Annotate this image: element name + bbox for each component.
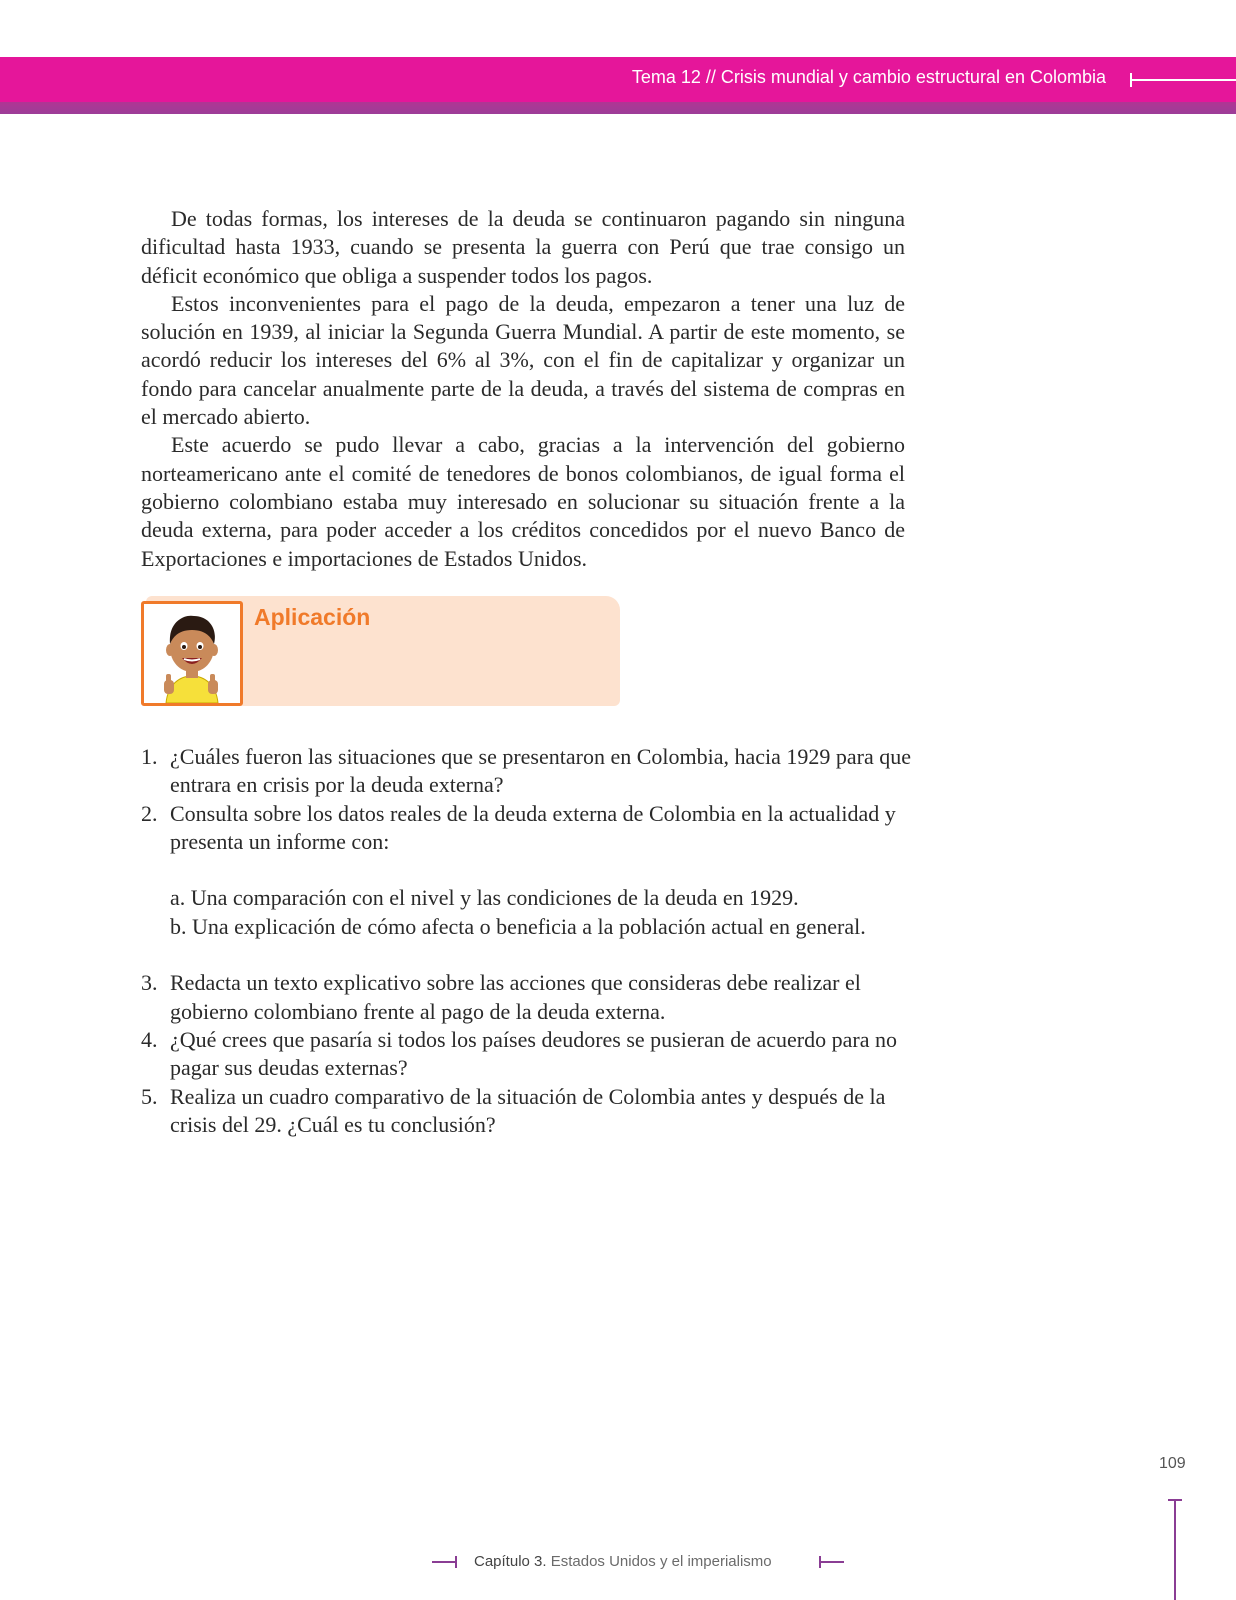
- sub-item: a. Una comparación con el nivel y las condiciones de la deuda en 1929.: [170, 885, 799, 911]
- header-underband: [0, 102, 1236, 114]
- question-text: ¿Qué crees que pasaría si todos los países deudores se pusieran de acuerdo para no pagar sus deudas externas?: [170, 1026, 897, 1081]
- cartoon-boy-icon: [144, 604, 240, 703]
- question-number: 2.: [141, 800, 158, 826]
- footer-rule-left: [432, 1561, 456, 1563]
- footer-chapter-label: Capítulo 3.: [474, 1553, 547, 1570]
- list-item: [141, 800, 921, 857]
- student-illustration: [141, 601, 243, 706]
- paragraph: Estos inconvenientes para el pago de la deuda, empezaron a tener una luz de solución en 1939, al iniciar la Segunda Guerra Mundial. A partir de este momento, se acordó reducir los intereses del 6% al 3%, con el fin de capitalizar y organizar un fondo para cancelar anualmente parte de la deuda, a través del sistema de compras en el mercado abierto.: [141, 290, 905, 430]
- header-rule: [1130, 79, 1236, 81]
- question-text: Consulta sobre los datos reales de la deuda externa de Colombia en la actualidad y presenta un informe con:: [170, 800, 896, 854]
- question-text: Realiza un cuadro comparativo de la situación de Colombia antes y después de la crisis del 29. ¿Cuál es tu conclusión?: [170, 1083, 886, 1137]
- question-number: 4.: [141, 1026, 158, 1052]
- question-number: 1.: [141, 744, 158, 769]
- page-number: 109: [1159, 1455, 1186, 1472]
- question-list: [141, 743, 921, 1139]
- footer-chapter-title: Estados Unidos y el imperialismo: [550, 1553, 772, 1570]
- list-item: [141, 743, 921, 800]
- spacer: [141, 856, 921, 884]
- question-number: 5.: [141, 1083, 158, 1109]
- body-text: [141, 205, 905, 573]
- footer-chapter: [474, 1553, 772, 1570]
- list-item: [141, 1026, 921, 1083]
- application-title: Aplicación: [254, 604, 371, 630]
- sub-item: b. Una explicación de cómo afecta o beneficia a la población actual en general.: [170, 913, 866, 939]
- side-rule: [1174, 1499, 1176, 1600]
- footer-tick-left: [455, 1556, 457, 1568]
- question-text: Redacta un texto explicativo sobre las acciones que consideras debe realizar el gobierno colombiano frente al pago de la deuda externa.: [170, 970, 861, 1024]
- footer-rule-right: [820, 1561, 844, 1563]
- spacer: [141, 941, 921, 969]
- question-text: ¿Cuáles fueron las situaciones que se presentaron en Colombia, hacia 1929 para que entrara en crisis por la deuda externa?: [170, 744, 912, 798]
- question-number: 3.: [141, 970, 158, 996]
- paragraph: Este acuerdo se pudo llevar a cabo, gracias a la intervención del gobierno norteamericano ante el comité de tenedores de bonos colombianos, de igual forma el gobierno colombiano estaba muy interesado en solucionar su situación frente a la deuda externa, para poder acceder a los créditos concedidos por el nuevo Banco de Exportaciones e importaciones de Estados Unidos.: [141, 432, 905, 571]
- header-title: Tema 12 // Crisis mundial y cambio estructural en Colombia: [631, 67, 1106, 87]
- list-item: [141, 1083, 921, 1140]
- paragraph: De todas formas, los intereses de la deuda se continuaron pagando sin ninguna dificultad hasta 1933, cuando se presenta la guerra con Perú que trae consigo un déficit económico que obliga a suspender todos los pagos.: [141, 206, 905, 288]
- list-item: [141, 969, 921, 1026]
